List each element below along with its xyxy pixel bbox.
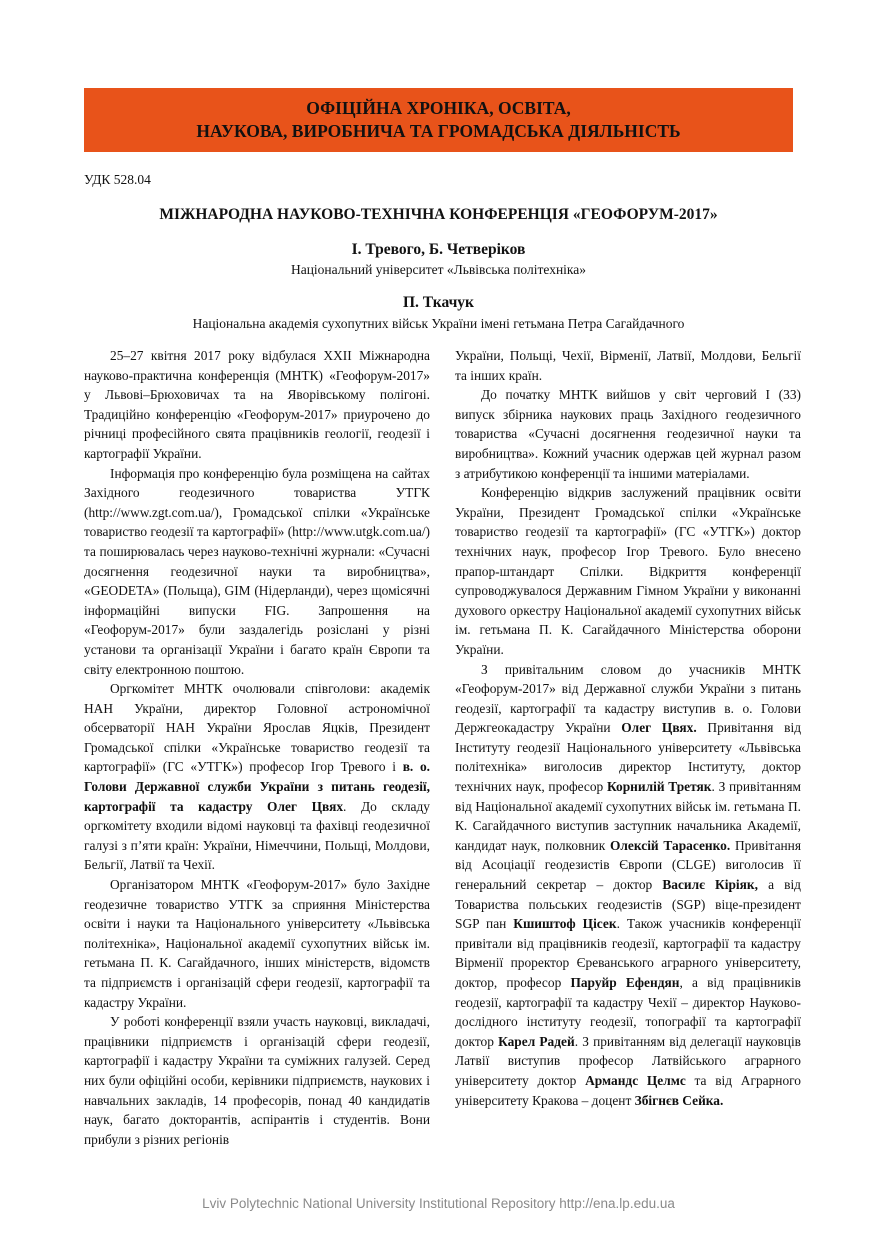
paragraph: До початку МНТК вийшов у світ черговий І (33) випуск збірника наукових праць Західного геодезичного товариства «Сучасні досягнення геодезичної науки та виробництва». Кожний учасник одержав цей журнал разом з атрибутикою конференції та іншими матеріалами. [455, 387, 801, 481]
banner-line-1: ОФІЦІЙНА ХРОНІКА, ОСВІТА, [306, 98, 571, 118]
paragraph-text: Привітання від Асоціації геодезистів Європи (CLGE) виголосив її генеральний секретар – доктор [455, 837, 802, 893]
bold-name: Олексій Тарасенко. [610, 837, 731, 853]
affiliation-primary: Національний університет «Львівська політехніка» [290, 262, 587, 277]
repository-footer: Lviv Polytechnic National University Institutional Repository http://ena.lp.edu.ua [202, 1196, 675, 1211]
paragraph-text: Привітання від Інституту геодезії Національного університету «Львівська політехніка» виголосив директор Інституту, доктор технічних наук, професор [455, 720, 802, 795]
bold-name: Корнилій Третяк [607, 779, 712, 795]
bold-name: Паруйр Ефендян [570, 975, 680, 990]
udk-code: УДК 528.04 [84, 172, 151, 187]
paragraph: У роботі конференції взяли участь науковці, викладачі, працівники підприємств і організацій сфери геодезії, картографії і кадастру України та суміжних галузей. Серед них були офіційні особи, керівники підприємств, наукових і навчальних закладів, 14 професорів, понад 40 кандидатів наук, багато докторантів, аспірантів і студентів. Вони прибули з різних регіонів [84, 1014, 430, 1147]
paragraph-text: . Також учасників конференції привітали від працівників геодезії, картографії та кадастру Вірменії проректор Єреванського аграрного університету, доктор, професор [455, 916, 801, 990]
authors-secondary: П. Ткачук [402, 294, 474, 311]
bold-name: Василє Кіріяк, [662, 877, 758, 893]
bold-name: Карел Радей [498, 1033, 575, 1049]
bold-name: Олег Цвях. [621, 720, 697, 736]
right-column [455, 346, 801, 1110]
paragraph-text: та від Аграрного університету Кракова – доцент [455, 1072, 801, 1108]
paragraph-text: Оргкомітет МНТК очолювали співголови: академік НАН України, директор Головної астрономічної обсерваторії НАН України Ярослав Яцків, Президент Громадської спілки «Українське товариство геодезії та картографії» (ГС «УТГК») професор Ігор Тревого і [84, 681, 430, 775]
paragraph: України, Польщі, Чехії, Вірменії, Латвії, Молдови, Бельгії та інших країн. [455, 348, 801, 383]
paragraph [455, 660, 801, 1111]
affiliation-secondary: Національна академія сухопутних військ України імені гетьмана Петра Сагайдачного [192, 316, 685, 331]
paragraph-text: , а від працівників геодезії, картографії та кадастру Чехії – директор Науково-дослідного інституту геодезії, топографії та картографії доктор [455, 975, 801, 1049]
paragraph: 25–27 квітня 2017 року відбулася XXII Міжнародна науково-практична конференція (МНТК) «Геофорум-2017» у Львові–Брюховичах та на Яворівському полігоні. Традиційно конференцію «Геофорум-2017» приурочено до річниці професійного свята працівників геології, геодезії і картографії України. [84, 348, 430, 461]
left-column [84, 346, 430, 1149]
paragraph-text: . З привітанням від делегації науковців Латвії виступив професор Латвійського аграрного університету доктор [455, 1033, 801, 1088]
paragraph-text: а від Товариства польських геодезистів (SGP) віце-президент SGP пан [455, 877, 801, 932]
article-title: МІЖНАРОДНА НАУКОВО-ТЕХНІЧНА КОНФЕРЕНЦІЯ «ГЕОФОРУМ-2017» [159, 206, 718, 223]
bold-name: Армандс Целмс [585, 1072, 686, 1088]
paragraph-text: З привітальним словом до учасників МНТК «Геофорум-2017» від Державної служби України з питань геодезії, картографії та кадастру виступив в. о. Голови Держгеокадастру України [455, 661, 801, 736]
bold-name: в. о. Голови Державної служби України з питань геодезії, картографії та кадастру Олег Цвях [84, 759, 430, 814]
paragraph: Конференцію відкрив заслужений працівник освіти України, Президент Громадської спілки «Українське товариство геодезії та картографії» (ГС «УТГК») доктор технічних наук, професор Ігор Тревого. Було внесено прапор-штандарт Спілки. Відкриття конференції супроводжувалося Державним Гімном України у виконанні духового оркестру Національної академії сухопутних військ ім. гетьмана П. К. Сагайдачного Міністерства оборони України. [455, 485, 801, 657]
paragraph-text: . До складу оргкомітету входили відомі науковці та фахівці геодезичної галузі з п’яти країн: України, Німеччини, Польщі, Молдови, Бельгії, Латвії та Чехії. [84, 798, 430, 873]
paragraph: Інформація про конференцію була розміщена на сайтах Західного геодезичного товариства УТГК (http://www.zgt.com.ua/), Громадської спілки «Українське товариство геодезії та картографії» (http://www.utgk.com.ua/) та поширювалась через науково-технічні журнали: «Сучасні досягнення геодезичної науки та виробництва», «GEODETA» (Польща), GIM (Нідерланди), через щомісячні інформаційні випуски FIG. Запрошення на «Геофорум-2017» були заздалегідь розіслані у різні установи та організації України і багато країн Європи та світу електронною поштою. [84, 465, 431, 677]
bold-name: Кшиштоф Цісек [513, 916, 617, 932]
section-banner [84, 88, 793, 152]
paragraph-text: . З привітанням від Національної академії сухопутних військ ім. гетьмана П. К. Сагайдачного виступив заступник начальника Академії, кандидат наук, полковник [455, 779, 802, 853]
paragraph [84, 679, 430, 875]
bold-name: Збігнєв Сейка. [634, 1092, 724, 1108]
paragraph: Організатором МНТК «Геофорум-2017» було Західне геодезичне товариство УТГК за сприяння Міністерства освіти і науки та Національного університету «Львівська політехніка», Національної академії сухопутних військ ім. гетьмана П. К. Сагайдачного, інших міністерств, відомств та підприємств і організацій сфери геодезії, картографії та кадастру України. [84, 877, 430, 1010]
banner-line-2: НАУКОВА, ВИРОБНИЧА ТА ГРОМАДСЬКА ДІЯЛЬНІСТЬ [196, 121, 681, 141]
authors-primary: І. Тревого, Б. Четверіков [351, 241, 526, 258]
